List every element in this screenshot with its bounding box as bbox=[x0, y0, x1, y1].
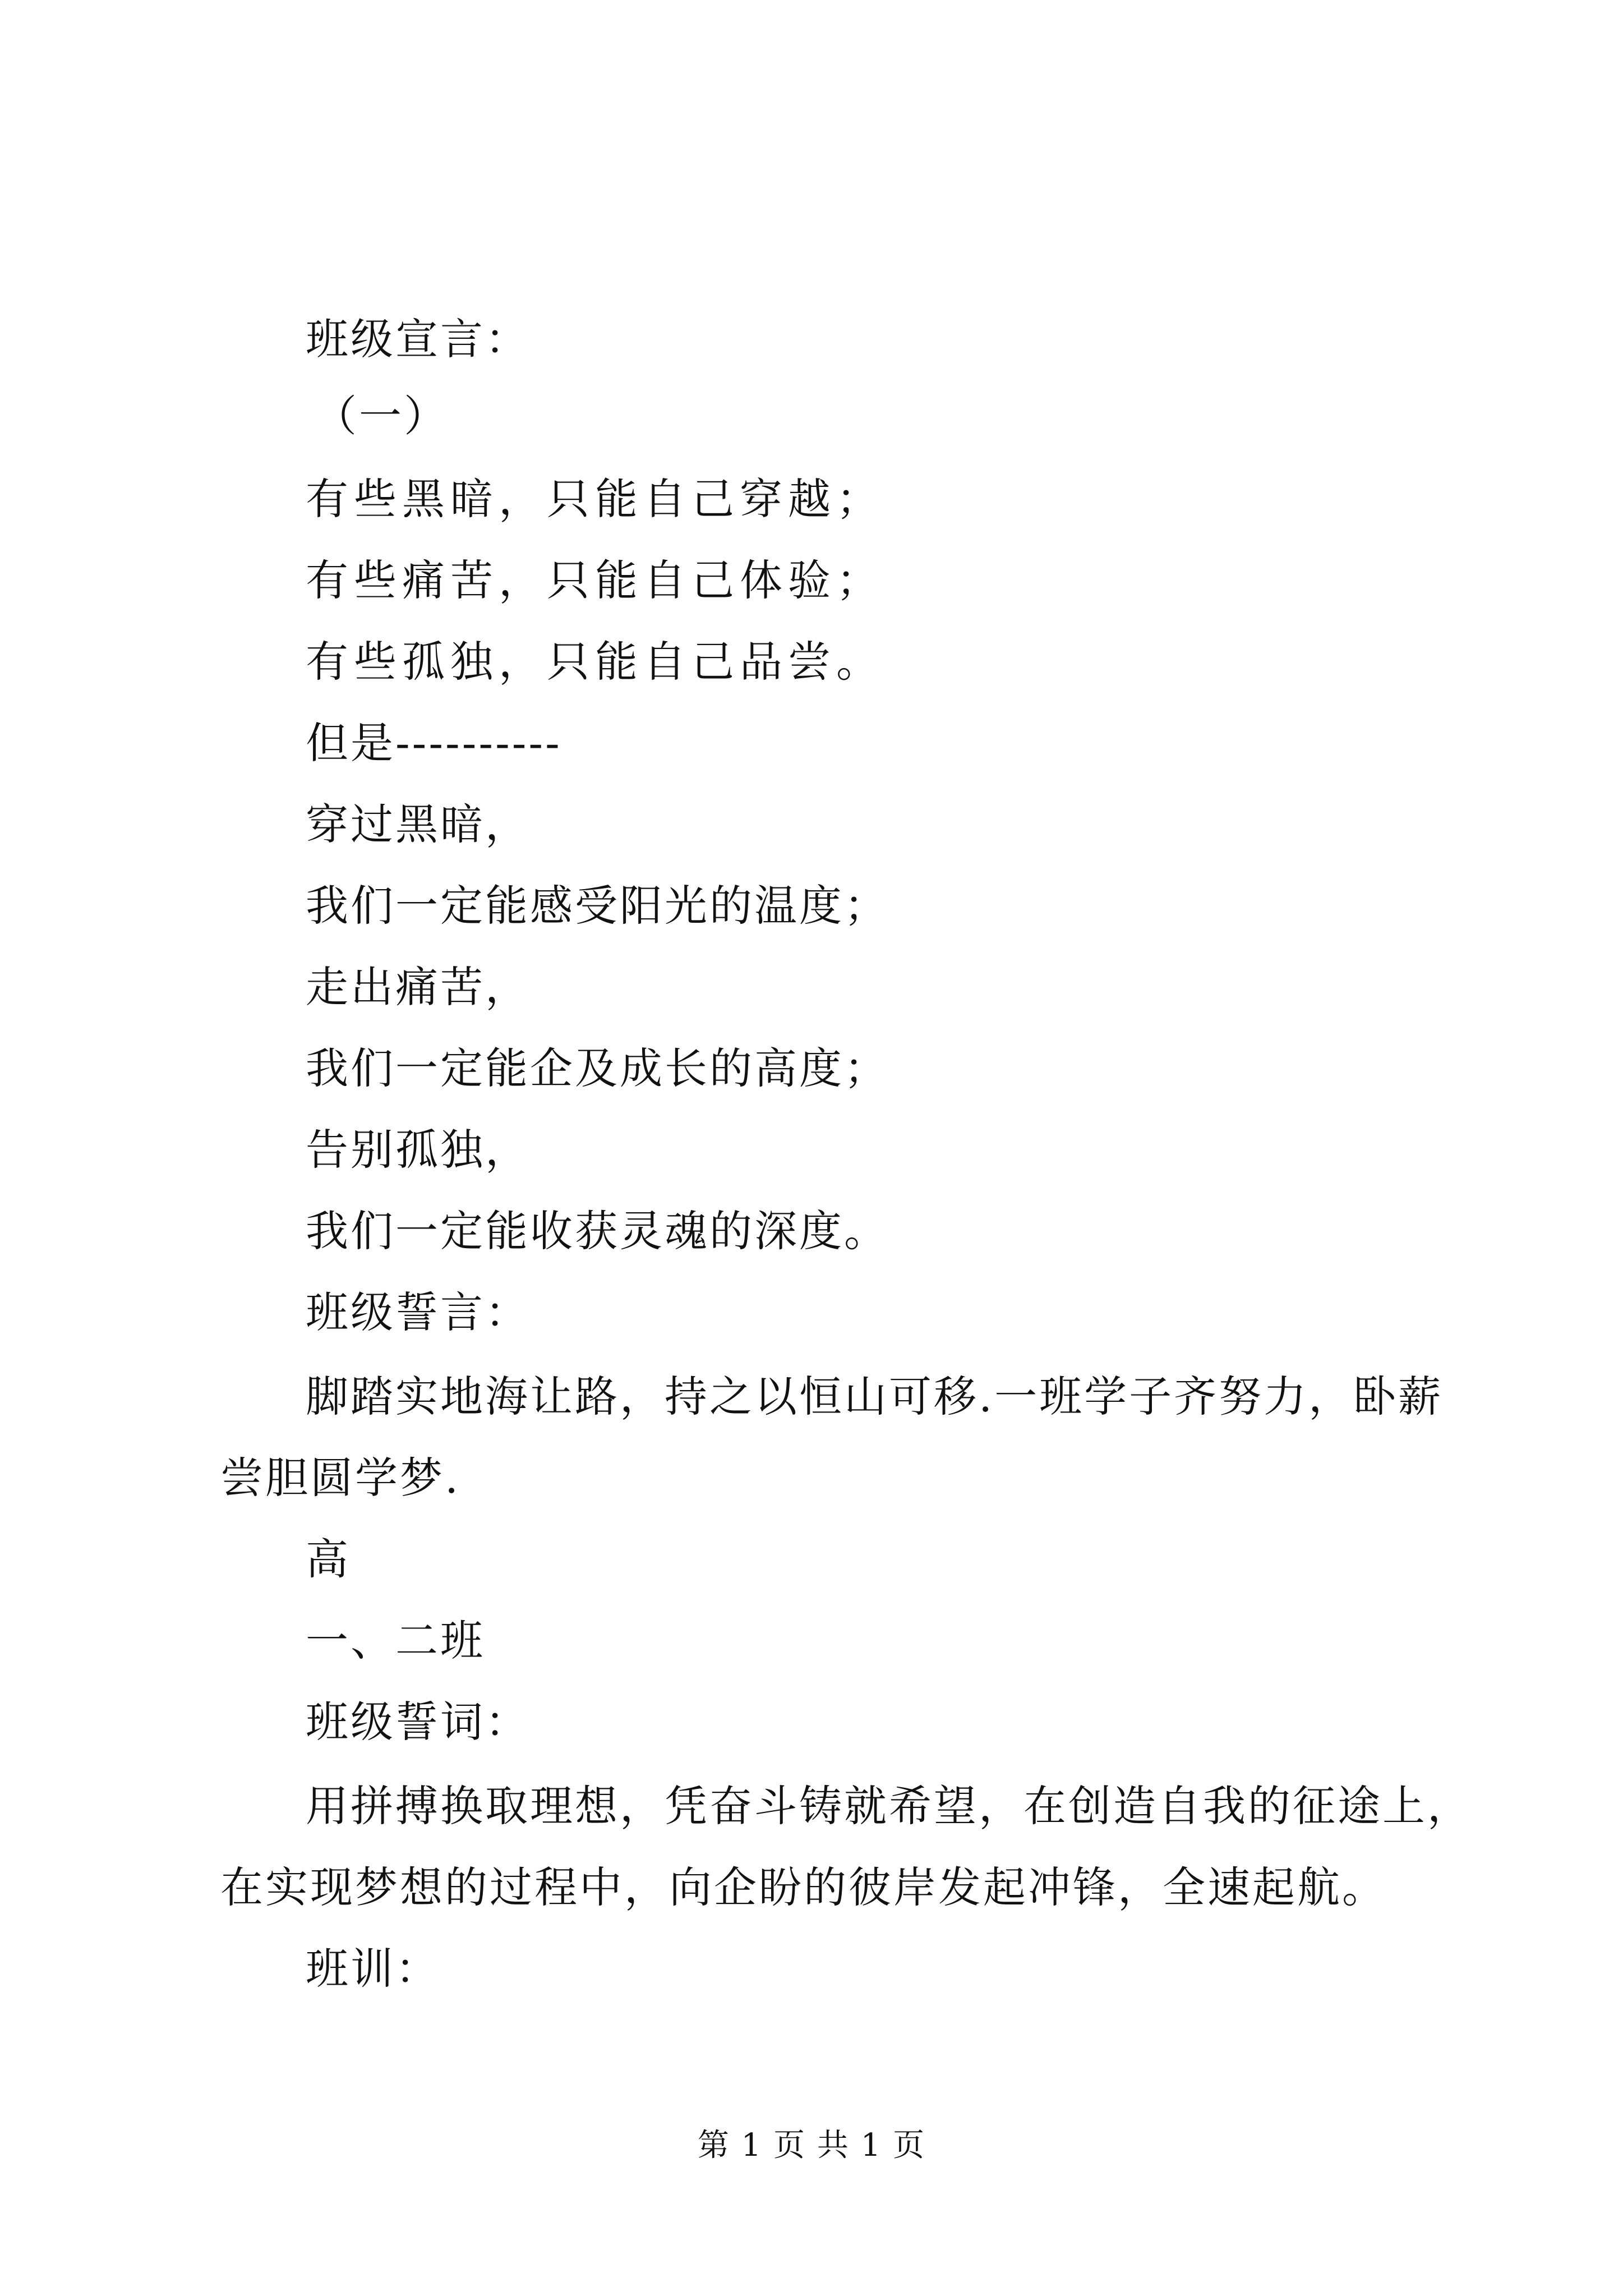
text-line: 用拼搏换取理想，凭奋斗铸就希望，在创造自我的征途上， bbox=[306, 1781, 1472, 1831]
text-line: 我们一定能感受阳光的温度； bbox=[306, 881, 889, 931]
heading-class-motto: 班训： bbox=[306, 1944, 440, 1994]
heading-class-pledge: 班级誓词： bbox=[306, 1697, 530, 1747]
text-line: 走出痛苦， bbox=[306, 962, 530, 1012]
text-line: 穿过黑暗， bbox=[306, 799, 530, 849]
text-line: 有些痛苦，只能自己体验； bbox=[306, 555, 884, 605]
text-line: 在实现梦想的过程中，向企盼的彼岸发起冲锋，全速起航。 bbox=[220, 1862, 1387, 1912]
section-number: （一） bbox=[314, 391, 449, 441]
text-line: 一、二班 bbox=[306, 1616, 485, 1665]
text-line: 有些孤独，只能自己品尝。 bbox=[306, 637, 884, 687]
text-line: 有些黑暗，只能自己穿越； bbox=[306, 474, 884, 524]
heading-class-oath: 班级誓言： bbox=[306, 1287, 530, 1337]
text-line: 高 bbox=[306, 1534, 351, 1584]
text-line: 脚踏实地海让路，持之以恒山可移.一班学子齐努力，卧薪 bbox=[306, 1372, 1444, 1421]
text-line: 我们一定能企及成长的高度； bbox=[306, 1043, 889, 1093]
text-line: 但是---------- bbox=[306, 718, 562, 768]
page-number-footer: 第 1 页 共 1 页 bbox=[697, 2127, 926, 2164]
text-line: 告别孤独， bbox=[306, 1125, 530, 1175]
text-line: 尝胆圆学梦. bbox=[220, 1453, 461, 1503]
text-line: 我们一定能收获灵魂的深度。 bbox=[306, 1206, 889, 1256]
heading-class-declaration: 班级宣言： bbox=[306, 314, 530, 364]
